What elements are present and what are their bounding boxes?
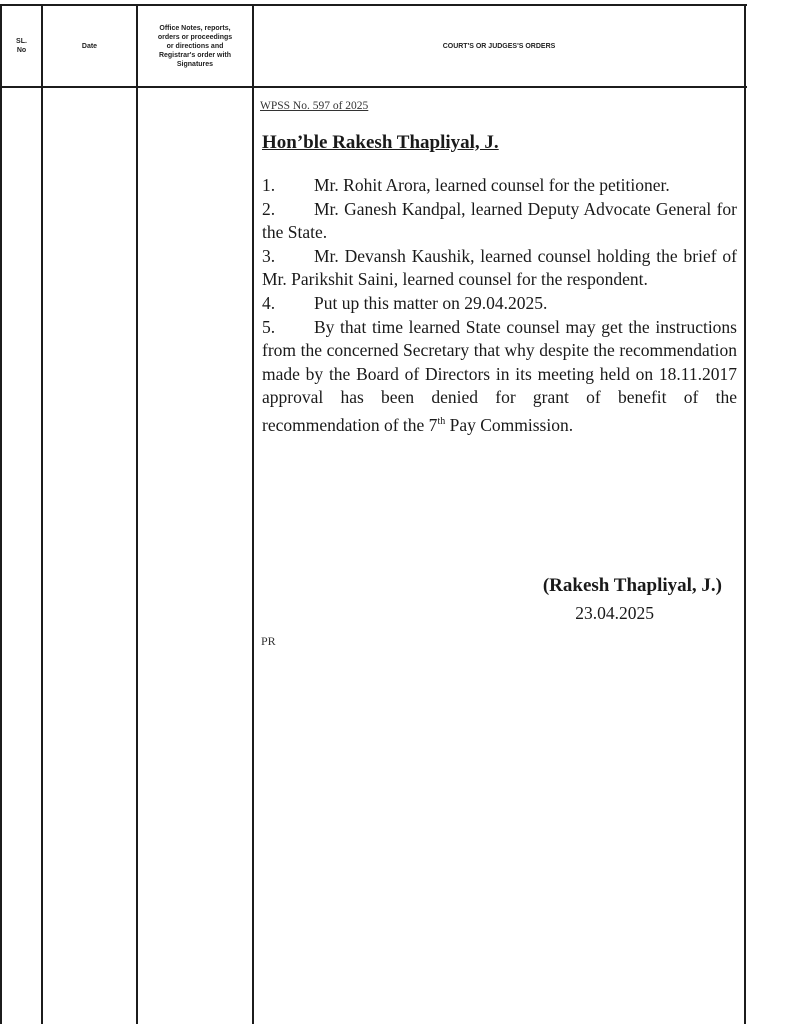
order-paragraph-1 <box>262 174 737 198</box>
paragraph-text: Mr. Devansh Kaushik, learned counsel holding the brief of Mr. Parikshit Saini, learned counsel for the respondent. <box>262 245 737 290</box>
table-left-border <box>0 4 2 1024</box>
header-office-notes-line-3: or directions and <box>166 42 224 50</box>
order-paragraph-4 <box>262 292 737 316</box>
paragraph-text-end: Pay Commission. <box>445 414 574 435</box>
header-office-notes-line-5: Signatures <box>176 60 214 68</box>
signature-date: 23.04.2025 <box>575 603 654 623</box>
header-office-notes-line-2: orders or proceedings <box>157 33 233 41</box>
header-bottom-border <box>0 86 747 88</box>
bench-title: Hon’ble Rakesh Thapliyal, J. <box>262 132 499 153</box>
header-sl-no <box>2 6 41 86</box>
order-paragraph-2 <box>262 198 737 245</box>
header-orders <box>254 6 744 86</box>
header-sl-no-line-2: No <box>16 47 27 54</box>
ordinal-superscript: th <box>437 415 446 427</box>
paragraph-number: 3. <box>262 245 276 266</box>
paragraph-text: Mr. Ganesh Kandpal, learned Deputy Advocate General for the State. <box>262 198 737 243</box>
column-divider-1 <box>41 4 43 1024</box>
header-office-notes-line-4: Registrar's order with <box>158 51 232 59</box>
header-sl-no-line-1: SL. <box>16 38 27 45</box>
order-paragraph-5 <box>262 316 737 438</box>
header-date <box>43 6 136 86</box>
order-content <box>262 100 737 437</box>
order-paragraph-3 <box>262 245 737 292</box>
paragraph-number: 2. <box>262 198 276 219</box>
paragraph-text: Put up this matter on 29.04.2025. <box>314 292 548 313</box>
header-office-notes <box>138 6 252 86</box>
paragraph-number: 4. <box>262 292 276 313</box>
column-divider-3 <box>252 4 254 1024</box>
signature-name: (Rakesh Thapliyal, J.) <box>542 575 722 596</box>
clerk-initials: PR <box>261 634 276 648</box>
signature-block <box>262 575 722 624</box>
case-number: WPSS No. 597 of 2025 <box>260 100 369 112</box>
table-right-border <box>744 4 746 1024</box>
header-office-notes-line-1: Office Notes, reports, <box>159 24 231 32</box>
paragraph-text: By that time learned State counsel may get the instructions from the concerned Secretary that why despite the recommendation made by the Board of Directors in its meeting held on 18.11.2017 approval has been denied for grant of benefit of the recommendation of the 7 <box>262 316 737 435</box>
paragraph-text: Mr. Rohit Arora, learned counsel for the petitioner. <box>314 175 670 195</box>
header-orders-label: COURT'S OR JUDGES'S ORDERS <box>442 42 556 50</box>
paragraph-number: 1. <box>262 175 276 195</box>
column-divider-2 <box>136 4 138 1024</box>
header-date-label: Date <box>81 42 98 50</box>
paragraph-number: 5. <box>262 316 276 337</box>
